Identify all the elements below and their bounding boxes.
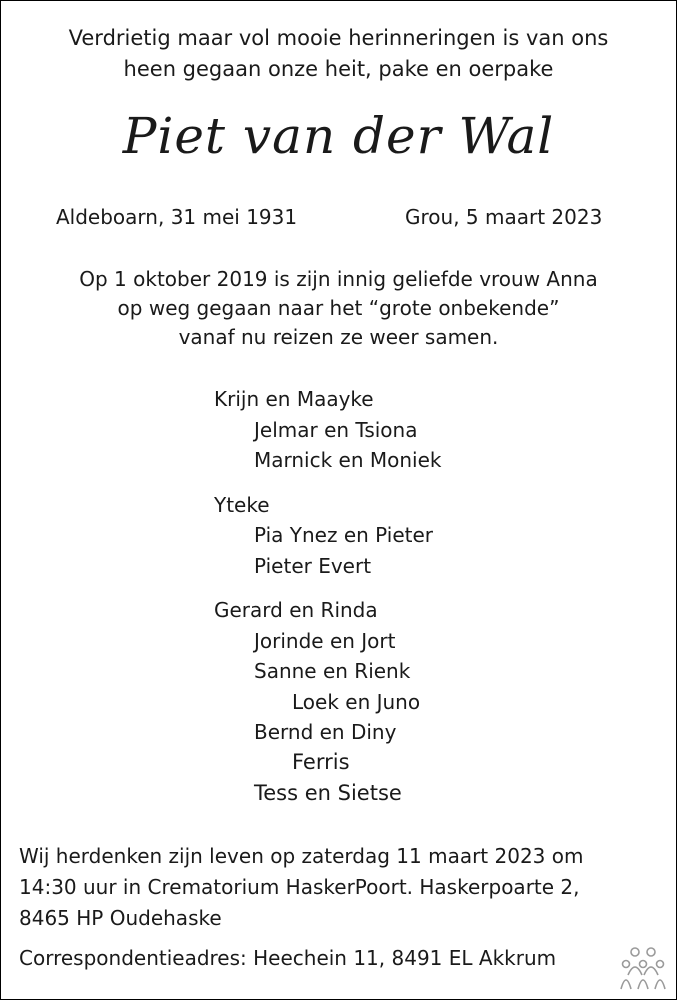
family-member: Bernd en Diny — [254, 720, 397, 744]
family-member: Jorinde en Jort — [254, 629, 396, 653]
family-member: Pia Ynez en Pieter — [254, 523, 434, 547]
people-group-icon — [620, 945, 666, 991]
poem-line-1: Op 1 oktober 2019 is zijn innig geliefde vrouw Anna — [79, 267, 598, 291]
service-line-3: 8465 HP Oudehaske — [19, 906, 222, 930]
family-member: Gerard en Rinda — [214, 598, 378, 622]
deceased-name: Piet van der Wal — [122, 107, 555, 165]
family-member: Ferris — [292, 750, 350, 774]
family-member: Jelmar en Tsiona — [254, 418, 418, 442]
family-member: Pieter Evert — [254, 554, 372, 578]
service-line-1: Wij herdenken zijn leven op zaterdag 11 maart 2023 om — [19, 844, 584, 868]
family-member: Tess en Sietse — [254, 781, 402, 805]
intro-text — [1, 23, 676, 85]
poem-line-2: op weg gegaan naar het “grote onbekende” — [117, 296, 560, 320]
poem-text — [1, 265, 676, 352]
intro-line-2: heen gegaan onze heit, pake en oerpake — [123, 57, 554, 81]
family-member: Sanne en Rienk — [254, 659, 411, 683]
birth-date: Aldeboarn, 31 mei 1931 — [56, 205, 298, 229]
poem-line-3: vanaf nu reizen ze weer samen. — [178, 325, 499, 349]
family-member: Marnick en Moniek — [254, 448, 442, 472]
family-member: Yteke — [214, 493, 270, 517]
family-member: Krijn en Maayke — [214, 387, 374, 411]
intro-line-1: Verdrietig maar vol mooie herinneringen is van ons — [68, 26, 609, 50]
correspondence-address: Correspondentieadres: Heechein 11, 8491 EL Akkrum — [19, 946, 557, 970]
service-info — [19, 841, 583, 934]
family-member: Loek en Juno — [292, 690, 421, 714]
service-line-2: 14:30 uur in Crematorium HaskerPoort. Haskerpoarte 2, — [19, 875, 580, 899]
death-date: Grou, 5 maart 2023 — [405, 205, 603, 229]
